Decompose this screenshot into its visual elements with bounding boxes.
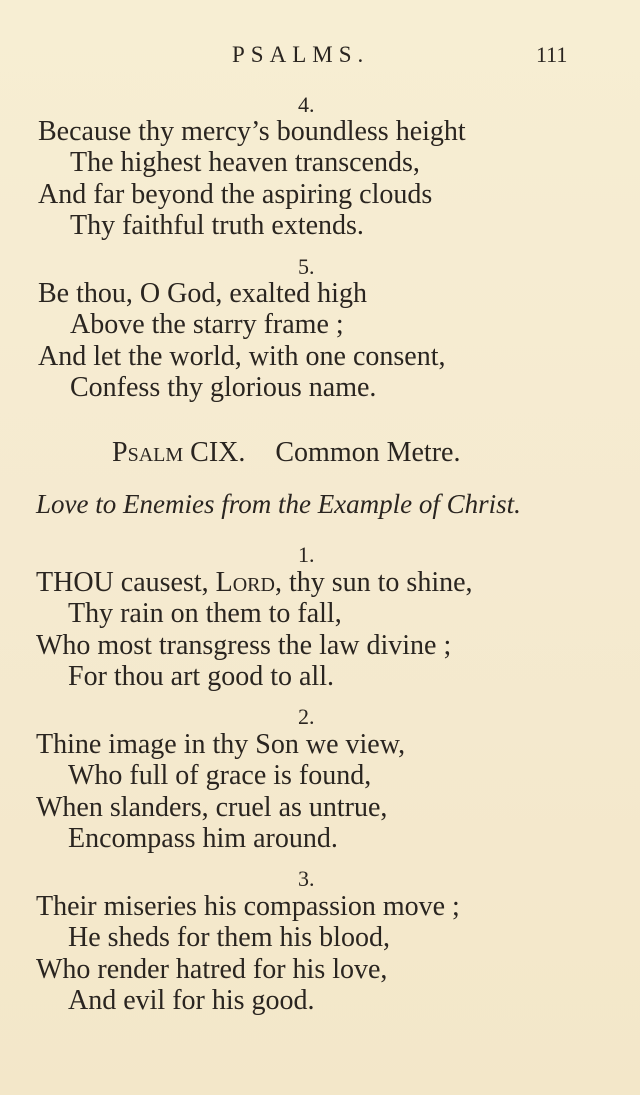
verse-line: And far beyond the aspiring clouds: [38, 179, 433, 210]
stanza-number: 1.: [298, 542, 315, 567]
verse-line: Thine image in thy Son we view,: [36, 729, 406, 760]
verse-line: Their miseries his compassion move ;: [36, 891, 460, 922]
stanza-number: 3.: [298, 866, 315, 891]
page-header: [0, 40, 640, 80]
verse-line: He sheds for them his blood,: [68, 922, 390, 953]
verse-line: Above the starry frame ;: [70, 309, 344, 340]
page-number: 111: [536, 42, 568, 67]
verse-line: [36, 567, 473, 599]
psalm-subtitle: Love to Enemies from the Example of Christ.: [36, 489, 521, 519]
verse-line: For thou art good to all.: [68, 661, 334, 692]
psalm-metre: Common Metre.: [275, 437, 461, 468]
verse-line: Be thou, O God, exalted high: [38, 278, 367, 309]
psalm-number: Psalm CIX.: [112, 437, 246, 468]
verse-line: Encompass him around.: [68, 823, 338, 854]
verse-line: When slanders, cruel as untrue,: [36, 792, 388, 823]
verse-line: Who full of grace is found,: [68, 760, 372, 791]
verse-line: Thy rain on them to fall,: [68, 598, 342, 629]
verse-line: Who render hatred for his love,: [36, 954, 388, 985]
verse-line: Because thy mercy’s boundless height: [38, 116, 466, 147]
psalm-title: [112, 437, 460, 469]
verse-line: Confess thy glorious name.: [70, 372, 377, 403]
verse-line: And evil for his good.: [68, 985, 315, 1016]
running-head: PSALMS.: [232, 42, 370, 67]
stanza-number: 2.: [298, 704, 315, 729]
verse-text: , thy sun to shine,: [274, 567, 473, 598]
verse-line: And let the world, with one consent,: [38, 341, 446, 372]
verse-line: Who most transgress the law divine ;: [36, 630, 452, 661]
stanza-number: 5.: [298, 254, 315, 279]
verse-text-smallcaps: Lord: [215, 567, 275, 598]
verse-text: THOU causest,: [36, 567, 216, 598]
stanza-number: 4.: [298, 92, 315, 117]
verse-line: The highest heaven transcends,: [70, 147, 420, 178]
verse-line: Thy faithful truth extends.: [70, 210, 364, 241]
